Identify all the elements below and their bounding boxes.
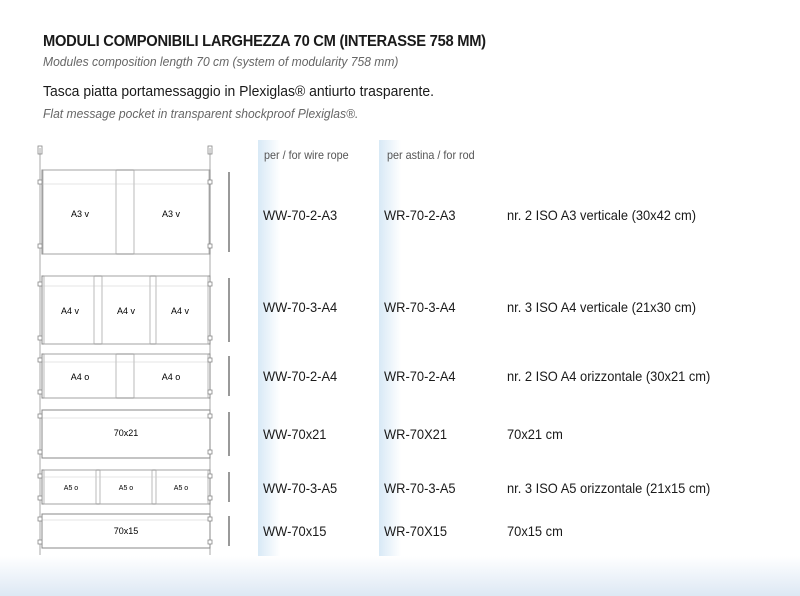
rod-code: WR-70-2-A4 bbox=[384, 368, 456, 384]
rod-code: WR-70X15 bbox=[384, 523, 447, 539]
rod-code: WR-70X21 bbox=[384, 426, 447, 442]
wire-code: WW-70x21 bbox=[263, 426, 327, 442]
wire-code: WW-70-2-A4 bbox=[263, 368, 338, 384]
pocket-label: A5 o bbox=[173, 485, 189, 492]
pocket-label: A4 o bbox=[161, 372, 181, 382]
pocket-label: 70x21 bbox=[113, 428, 139, 438]
product-description: Tasca piatta portamessaggio in Plexiglas® antiurto trasparente. bbox=[43, 83, 435, 100]
rod-code: WR-70-3-A5 bbox=[384, 480, 456, 496]
page-title: MODULI COMPONIBILI LARGHEZZA 70 CM (INTERASSE 758 MM) bbox=[43, 33, 486, 50]
pocket-label: A5 o bbox=[63, 485, 79, 492]
pocket-label: A5 o bbox=[118, 485, 134, 492]
module-70x15 bbox=[42, 514, 210, 548]
wire-code: WW-70-3-A4 bbox=[263, 299, 338, 315]
rod-column-header: per astina / for rod bbox=[387, 148, 475, 162]
pocket-label: A4 v bbox=[170, 306, 190, 316]
page-subtitle: Modules composition length 70 cm (system of modularity 758 mm) bbox=[43, 54, 399, 69]
pocket-label: A4 v bbox=[116, 306, 136, 316]
rod-code: WR-70-2-A3 bbox=[384, 207, 456, 223]
module-description: nr. 2 ISO A3 verticale (30x42 cm) bbox=[507, 207, 696, 223]
module-description: 70x15 cm bbox=[507, 523, 563, 539]
module-description: 70x21 cm bbox=[507, 426, 563, 442]
module-a5-horizontal bbox=[42, 470, 210, 504]
wire-code: WW-70x15 bbox=[263, 523, 327, 539]
module-70x21 bbox=[42, 410, 210, 458]
module-a3-vertical bbox=[42, 170, 210, 254]
module-description: nr. 3 ISO A4 verticale (21x30 cm) bbox=[507, 299, 696, 315]
pocket-label: A3 v bbox=[70, 209, 90, 219]
pocket-label: 70x15 bbox=[113, 526, 139, 536]
rod-code: WR-70-3-A4 bbox=[384, 299, 456, 315]
wire-rope-column-header: per / for wire rope bbox=[264, 148, 349, 162]
module-a4-horizontal bbox=[42, 354, 210, 398]
rod-column-band bbox=[379, 140, 401, 560]
pocket-label: A4 o bbox=[70, 372, 90, 382]
footer-band bbox=[0, 556, 800, 596]
product-description-en: Flat message pocket in transparent shockproof Plexiglas®. bbox=[43, 106, 359, 121]
module-a4-vertical bbox=[42, 276, 210, 344]
pocket-label: A3 v bbox=[161, 209, 181, 219]
wire-code: WW-70-3-A5 bbox=[263, 480, 338, 496]
wire-column-band bbox=[258, 140, 280, 560]
module-description: nr. 2 ISO A4 orizzontale (30x21 cm) bbox=[507, 368, 711, 384]
pocket-label: A4 v bbox=[60, 306, 80, 316]
module-description: nr. 3 ISO A5 orizzontale (21x15 cm) bbox=[507, 480, 711, 496]
wire-code: WW-70-2-A3 bbox=[263, 207, 338, 223]
modules-diagram bbox=[0, 140, 260, 560]
